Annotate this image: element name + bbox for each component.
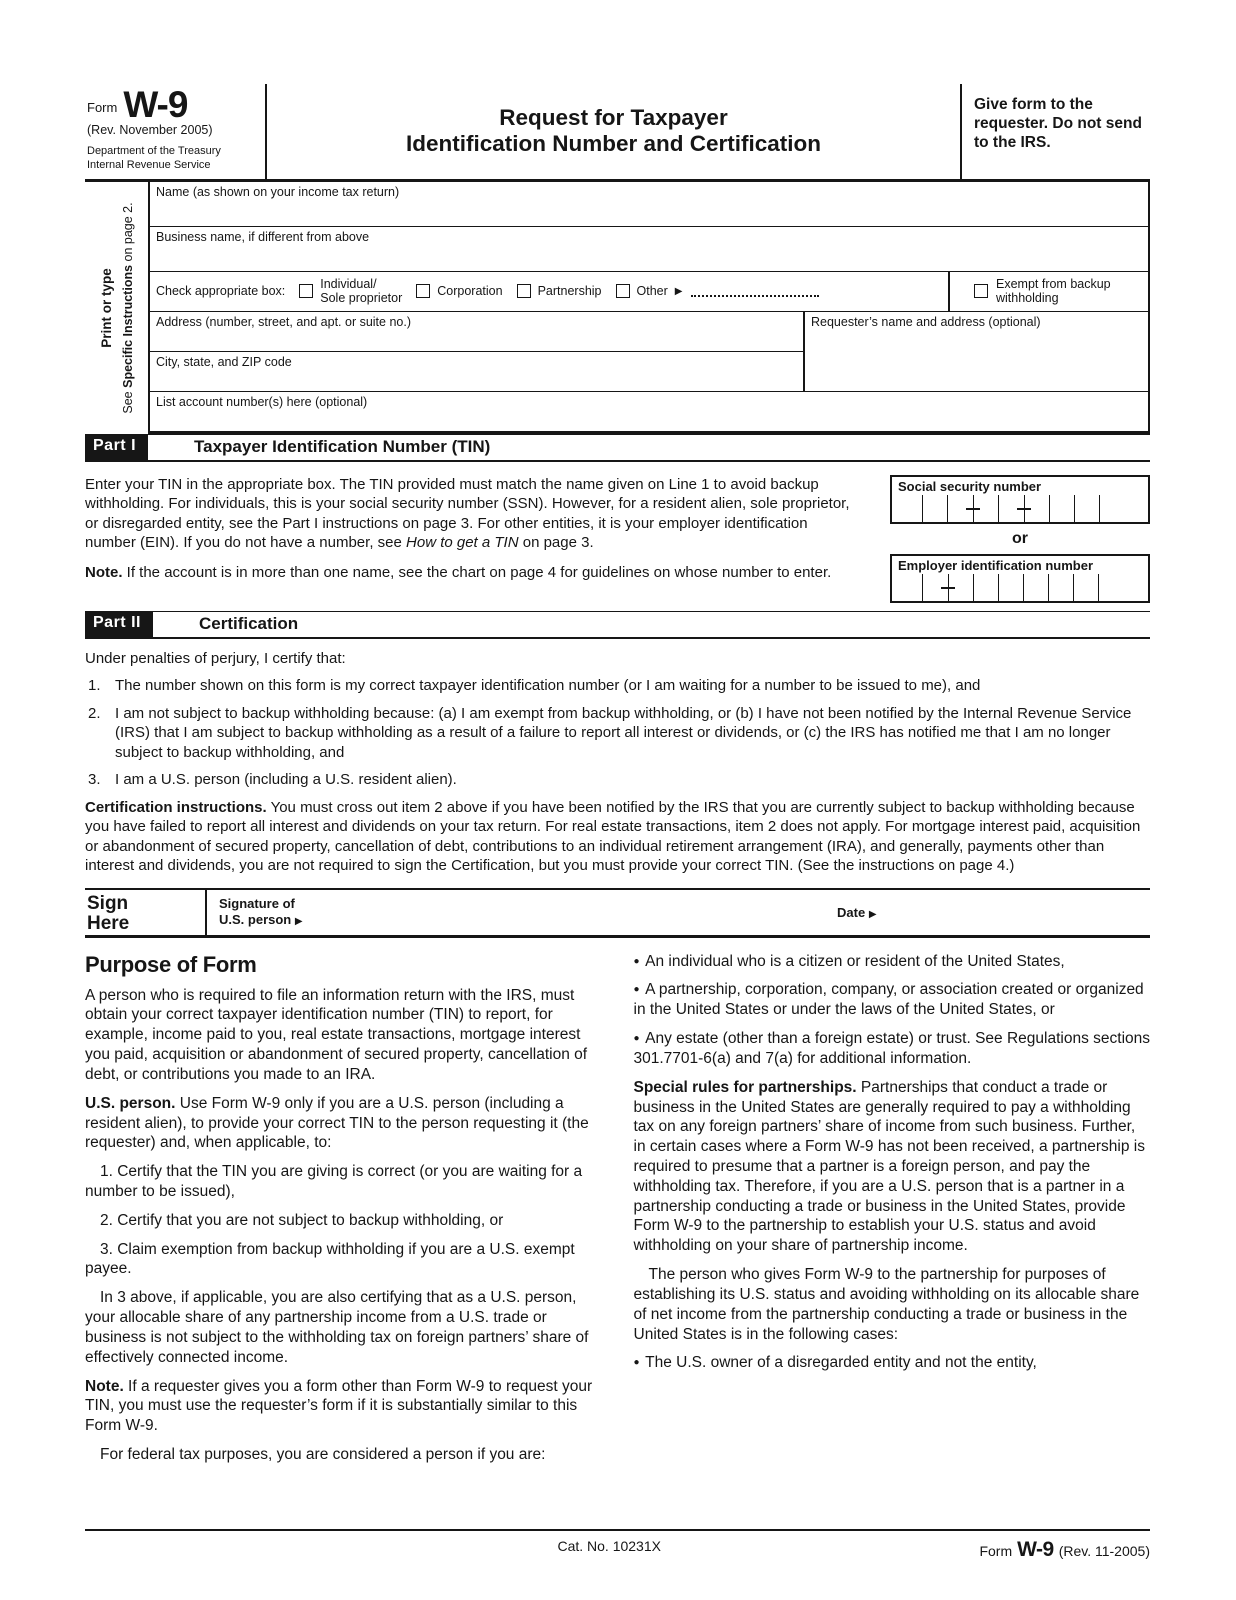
form-revision: (Rev. November 2005) (87, 123, 213, 138)
form-word: Form (87, 100, 118, 116)
footer-form-id: Form W-9 (Rev. 11-2005) (979, 1538, 1150, 1561)
exempt-label: Exempt from backup withholding (996, 276, 1111, 306)
part2-body (85, 639, 1150, 876)
certify-item-2: 2. Certify that you are not subject to backup withholding, or (100, 1211, 504, 1229)
see-instructions-label: See Specific Instructions on page 2. (120, 202, 135, 414)
checkbox-option-individual (299, 277, 402, 306)
form-title-block (265, 84, 962, 179)
taxpayer-info-table (85, 182, 1150, 434)
address-field-label: Address (number, street, and apt. or suite no.) (156, 314, 411, 329)
city-state-zip-input[interactable] (150, 369, 803, 391)
bullet-partnership: ● A partnership, corporation, company, or association created or organized in the United States or under the laws of the United States, or (634, 980, 1151, 1020)
name-field-label: Name (as shown on your income tax return) (156, 184, 400, 199)
ssn-box (890, 475, 1150, 524)
in-3-above-paragraph: In 3 above, if applicable, you are also certifying that as a U.S. person, your allocable share of any partnership income from a U.S. trade or business is not subject to the withholding tax on foreign partners’ share of effectively connected income. (85, 1289, 589, 1366)
give-form-box (962, 84, 1150, 179)
exempt-backup-withholding-cell (948, 272, 1148, 311)
tin-note-paragraph: Note. If the account is in more than one name, see the chart on page 4 for guidelines on whose number to enter. (85, 563, 832, 581)
part1-header-bar (85, 434, 1150, 462)
corporation-checkbox[interactable] (416, 284, 430, 298)
city-state-zip-label: City, state, and ZIP code (156, 354, 292, 369)
purpose-of-form-heading: Purpose of Form (85, 951, 257, 977)
part2-title: Certification (198, 613, 299, 633)
purpose-paragraph: A person who is required to file an information return with the IRS, must obtain your correct taxpayer identification number (TIN) to report, for example, income paid to you, real estate transactions, mortgage interest you paid, acquisition or abandonment of secured property, cancellation of debt, or contributions you made to an IRA. (85, 986, 588, 1083)
requester-label: Requester’s name and address (optional) (811, 314, 1041, 329)
right-column (634, 952, 1151, 1474)
corporation-label: Corporation (437, 283, 503, 298)
form-header (85, 84, 1150, 182)
part2-header-bar (85, 611, 1150, 639)
city-state-zip-field-row (150, 352, 803, 391)
other-label: Other (636, 283, 668, 298)
form-number: W-9 (123, 84, 188, 125)
address-input[interactable] (150, 329, 803, 351)
checkbox-option-partnership (517, 284, 602, 298)
certification-item-1: 1. The number shown on this form is my correct taxpayer identification number (or I am waiting for a number to be issued to me), and (88, 677, 981, 695)
instructions-columns (85, 938, 1150, 1474)
business-name-input[interactable] (150, 244, 1148, 271)
tin-instructions-paragraph: Enter your TIN in the appropriate box. The TIN provided must match the name given on Line 1 to avoid backup withholding. For individuals, this is your social security number (SSN). However, for a resident alien, sole proprietor, or disregarded entity, see the Part I instructions on page 3. For other entities, it is your employer identification number (EIN). If you do not have a number, see How to get a TIN on page 3. (85, 475, 850, 552)
signature-of-us-person-label: Signature of U.S. person ▶ (219, 895, 303, 927)
exempt-checkbox[interactable] (974, 284, 988, 298)
name-input[interactable] (150, 199, 1148, 226)
arrow-right-icon: ▶ (674, 285, 683, 297)
checkbox-option-other (616, 284, 820, 298)
arrow-right-icon: ▶ (868, 908, 877, 920)
partnership-checkbox[interactable] (517, 284, 531, 298)
ein-box (890, 554, 1150, 603)
account-numbers-row (150, 392, 1148, 431)
certification-item-3: 3. I am a U.S. person (including a U.S. resident alien). (88, 771, 457, 789)
catalog-number: Cat. No. 10231X (557, 1538, 661, 1554)
check-appropriate-box-label: Check appropriate box: (156, 284, 286, 299)
form-title-line2: Identification Number and Certification (405, 131, 822, 157)
ssn-input-cells[interactable] (898, 495, 1148, 522)
date-label: Date ▶ (837, 904, 877, 920)
signature-section (85, 888, 1150, 938)
ssn-dash-2 (1024, 495, 1025, 522)
other-checkbox[interactable] (616, 284, 630, 298)
form-title-line1: Request for Taxpayer (499, 104, 728, 130)
individual-checkbox[interactable] (299, 284, 313, 298)
partnership-label: Partnership (537, 283, 602, 298)
dept-treasury: Department of the Treasury (87, 145, 221, 158)
certify-item-1: 1. Certify that the TIN you are giving is correct (or you are waiting for a number to be issued), (85, 1163, 583, 1200)
ein-input-cells[interactable] (898, 574, 1148, 601)
arrow-right-icon: ▶ (294, 915, 303, 927)
ssn-label: Social security number (898, 478, 1042, 494)
part1-label: Part I (85, 435, 148, 460)
note-paragraph: Note. If a requester gives you a form other than Form W-9 to request your TIN, you must use the requester’s form if it is substantially similar to this Form W-9. (85, 1377, 593, 1435)
irs-line: Internal Revenue Service (87, 159, 211, 172)
part2-label: Part II (85, 612, 153, 637)
business-name-field-label: Business name, if different from above (156, 229, 370, 244)
or-text: or (1012, 529, 1028, 547)
left-column (85, 952, 602, 1474)
other-fill-in-line[interactable] (691, 285, 819, 297)
account-numbers-label: List account number(s) here (optional) (156, 394, 368, 409)
certify-item-3: 3. Claim exemption from backup withholding if you are a U.S. exempt payee. (85, 1240, 575, 1278)
special-rules-paragraph: Special rules for partnerships. Partnerships that conduct a trade or business in the United States are generally required to pay a withholding tax on any foreign partners’ share of income from such business. Further, in certain cases where a Form W-9 has not been received, a partnership is required to presume that a partner is a foreign person, and pay the withholding tax. Therefore, if you are a U.S. person that is a partner in a partnership conducting a trade or business in the United States, provide Form W-9 to the partnership to establish your U.S. status and avoid withholding on your share of partnership income. (633, 1078, 1145, 1255)
bullet-individual: ● An individual who is a citizen or resident of the United States, (634, 952, 1151, 972)
ein-label: Employer identification number (898, 557, 1094, 573)
individual-label: Individual/ Sole proprietor (320, 276, 403, 306)
ein-dash (948, 574, 949, 601)
page-footer (85, 1529, 1150, 1562)
person-gives-w9-paragraph: The person who gives Form W-9 to the partnership for purposes of establishing its U.S. status and avoiding withholding on its allocable share of net income from the partnership conducting a trade or business in the United States is in the following cases: (633, 1266, 1140, 1343)
account-numbers-input[interactable] (150, 409, 1148, 431)
bullet-disregarded-entity: ● The U.S. owner of a disregarded entity and not the entity, (634, 1353, 1151, 1373)
business-name-field-row (150, 227, 1148, 272)
name-field-row (150, 182, 1148, 227)
address-requester-section (150, 312, 1148, 392)
address-field-row (150, 312, 803, 352)
us-person-paragraph: U.S. person. Use Form W-9 only if you are a U.S. person (including a resident alien), to provide your correct TIN to the person requesting it (the requester) and, when applicable, to: (85, 1094, 589, 1152)
part1-title: Taxpayer Identification Number (TIN) (194, 436, 491, 456)
requester-name-address-box[interactable] (803, 312, 1148, 391)
ssn-dash-1 (973, 495, 974, 522)
bullet-estate: ● Any estate (other than a foreign estate) or trust. See Regulations sections 301.7701-6(a) and 7(a) for additional information. (634, 1029, 1151, 1069)
federal-tax-paragraph: For federal tax purposes, you are considered a person if you are: (100, 1446, 546, 1464)
entity-type-row (150, 272, 1148, 312)
print-or-type-label: Print or type (98, 267, 114, 348)
form-id-block (85, 84, 265, 179)
checkbox-option-corporation (416, 284, 502, 298)
certification-instructions: Certification instructions. You must cross out item 2 above if you have been notified by the IRS that you are currently subject to backup withholding because you have failed to report all interest and dividends on your tax return. For real estate transactions, item 2 does not apply. For mortgage interest paid, acquisition or abandonment of secured property, cancellation of debt, contributions to an individual retirement arrangement (IRA), and generally, payments other than interest and dividends, you are not required to sign the Certification, but you must provide your correct TIN. (See the instructions on page 4.) (85, 798, 1141, 875)
give-form-text: Give form to the requester. Do not send to the IRS. (974, 96, 1142, 151)
certification-item-2: 2. I am not subject to backup withholding because: (a) I am exempt from backup withholding, or (b) I have not been notified by the Internal Revenue Service (IRS) that I am subject to backup withholding as a result of a failure to report all interest or dividends, or (c) the IRS has notified me that I am no longer subject to backup withholding, and (88, 704, 1132, 761)
certification-intro: Under penalties of perjury, I certify that: (85, 649, 346, 667)
part1-body (85, 462, 1150, 611)
sign-here-label: Sign Here (87, 892, 130, 935)
side-instructions-label (85, 182, 148, 434)
